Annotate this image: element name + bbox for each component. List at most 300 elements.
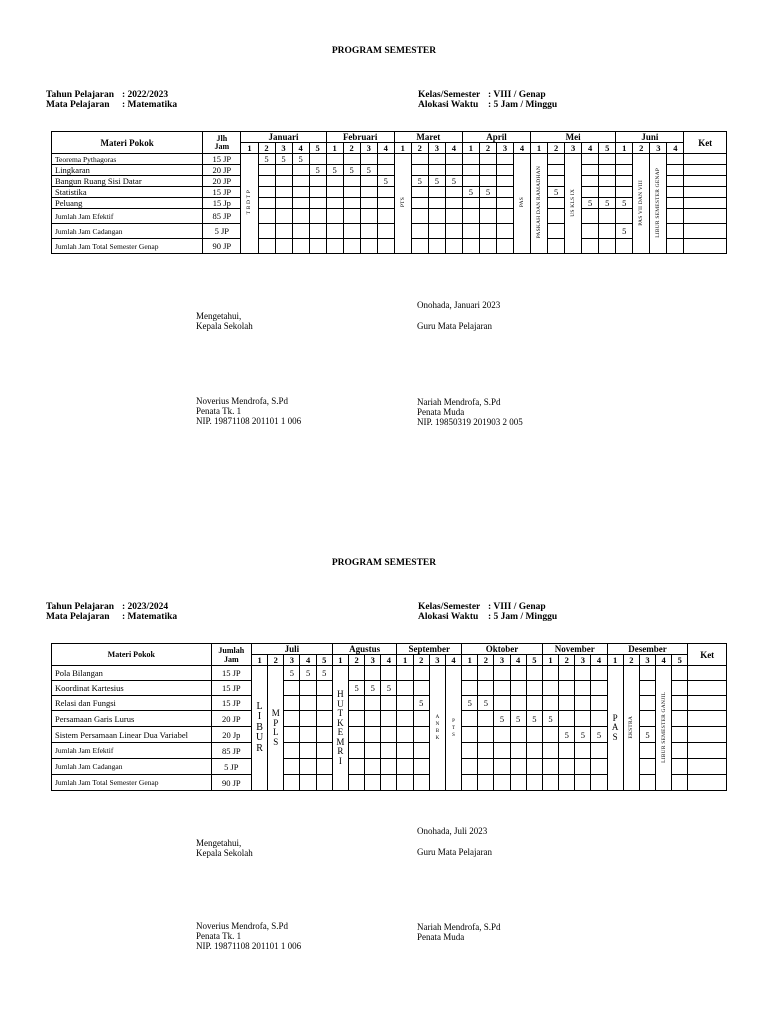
week-cell [542,743,558,759]
week-cell [428,154,445,165]
week-cell [462,154,479,165]
jam-line2: Jam [223,654,239,664]
week-number: 3 [284,655,300,666]
week-cell [445,224,462,239]
stack-letter: M [271,708,280,718]
week-cell [343,224,360,239]
ket-cell [684,239,727,254]
ket-cell [684,198,727,209]
alokasi-value: : 5 Jam / Minggu [488,100,558,110]
week-number: 2 [258,143,275,154]
stack-letter: R [256,742,263,754]
week-cell [343,187,360,198]
stack-letter: H [337,689,344,699]
week-cell [462,209,479,224]
week-number: 2 [411,143,428,154]
pas-column [607,666,623,791]
jam-cell: 15 JP [211,681,251,696]
week-cell [599,154,616,165]
jam-cell: 20 JP [203,165,241,176]
table-row [52,224,727,239]
week-cell [599,224,616,239]
ket-cell [688,681,727,696]
week-cell [559,681,575,696]
week-cell [413,681,429,696]
jam-line1: Jumlah [218,645,245,655]
week-cell [542,759,558,775]
week-cell [667,239,684,254]
week-cell [343,176,360,187]
week-cell [413,666,429,681]
week-cell [275,209,292,224]
week-cell [599,176,616,187]
hut-column [332,666,348,791]
materi-cell: Statistika [52,187,203,198]
week-number: 5 [672,655,688,666]
week-number: 4 [445,655,461,666]
week-number: 2 [268,655,284,666]
week-cell [462,759,478,775]
week-cell [591,743,607,759]
jam-cell: 15 JP [203,154,241,165]
week-cell [494,666,510,681]
stack-letter: I [338,755,342,766]
week-cell [479,176,496,187]
week-cell [381,666,397,681]
week-cell [591,775,607,791]
materi-cell: Lingkaran [52,165,203,176]
tahun-label: Tahun Pelajaran [46,90,115,100]
week-cell [428,187,445,198]
materi-cell: Sistem Persamaan Linear Dua Variabel [52,727,212,743]
guru-block [417,922,500,942]
week-cell [411,209,428,224]
materi-cell: Jumlah Jam Efektif [52,743,212,759]
week-cell [462,711,478,727]
libur-ganjil-column-label: LIBUR SEMESTER GANJIL [660,691,667,763]
week-cell [667,187,684,198]
ket-cell [688,666,727,681]
week-cell: 5 [300,666,316,681]
week-cell [575,775,591,791]
pts-column-label [452,718,455,739]
week-cell [582,224,599,239]
week-number: 2 [633,143,650,154]
week-cell [462,239,479,254]
week-cell [548,209,565,224]
week-cell: 5 [316,666,332,681]
week-cell [462,165,479,176]
week-cell [326,209,343,224]
week-cell [616,209,633,224]
kepsek-nip: NIP. 19871108 201101 1 006 [196,941,302,951]
week-cell [377,209,394,224]
week-cell: 5 [591,727,607,743]
week-cell: 5 [413,696,429,711]
week-cell [411,187,428,198]
materi-cell: Relasi dan Fungsi [52,696,212,711]
week-number: 4 [513,143,530,154]
week-cell [365,727,381,743]
week-number: 3 [575,655,591,666]
week-cell [349,775,365,791]
guru-title: Guru Mata Pelajaran [417,321,492,331]
week-cell [377,187,394,198]
week-cell: 5 [326,165,343,176]
place-date: Onohada, Januari 2023 [417,300,501,310]
week-cell [360,154,377,165]
week-cell [258,224,275,239]
week-cell [292,224,309,239]
week-cell [599,239,616,254]
week-cell: 5 [462,696,478,711]
jam-cell: 5 JP [211,759,251,775]
page-title: PROGRAM SEMESTER [331,558,437,568]
week-cell [478,681,494,696]
alokasi-label: Alokasi Waktu [418,100,479,110]
week-cell: 5 [616,198,633,209]
week-cell [316,681,332,696]
week-cell [397,727,413,743]
stack-letter: T [452,725,456,731]
anbk-column-label [436,714,440,742]
week-number: 1 [397,655,413,666]
week-cell [300,696,316,711]
semester-table [51,643,727,791]
jam-cell: 85 JP [211,743,251,759]
week-cell [616,154,633,165]
week-cell [667,209,684,224]
week-cell [667,176,684,187]
week-cell [349,711,365,727]
week-cell [445,239,462,254]
week-cell [397,711,413,727]
week-cell [575,711,591,727]
anbk-column [429,666,445,791]
week-cell [445,154,462,165]
week-cell [548,176,565,187]
kelas-value: : VIII / Genap [488,602,546,612]
col-header-ket: Ket [684,132,727,154]
libur-column-label: LIBUR SEMESTER GENAP [655,167,662,238]
guru-block [417,397,523,427]
week-cell: 5 [360,165,377,176]
week-cell [300,759,316,775]
week-cell [582,165,599,176]
stack-letter: B [435,729,440,734]
week-cell [309,176,326,187]
week-cell [343,154,360,165]
week-cell [639,711,655,727]
week-cell [575,743,591,759]
week-cell [349,666,365,681]
week-cell [343,209,360,224]
week-cell [667,154,684,165]
ket-cell [684,154,727,165]
mpls-column [268,666,284,791]
week-cell [616,165,633,176]
week-number: 5 [316,655,332,666]
month-header: Februari [326,132,394,143]
pas-vii-column [633,154,650,254]
week-number: 1 [462,655,478,666]
week-cell [479,198,496,209]
table-row [52,209,727,224]
week-cell [510,759,526,775]
week-cell [413,775,429,791]
week-cell [292,239,309,254]
guru-rank: Penata Muda [417,407,465,417]
header-right [418,90,557,110]
week-cell [309,154,326,165]
stack-letter: I [257,711,262,723]
ket-cell [688,696,727,711]
kepsek-name: Noverius Mendrofa, S.Pd [196,921,288,931]
week-cell [599,165,616,176]
jam-line1: Jlh [216,133,228,143]
week-cell [381,696,397,711]
week-number: 5 [309,143,326,154]
jam-cell: 85 JP [203,209,241,224]
week-cell [309,187,326,198]
week-cell [478,759,494,775]
week-cell [542,727,558,743]
stack-letter: N [435,722,440,727]
week-cell [360,224,377,239]
week-number: 3 [650,143,667,154]
week-cell: 5 [478,696,494,711]
week-cell [428,224,445,239]
week-cell [316,775,332,791]
libur-column [650,154,667,254]
week-number: 4 [300,655,316,666]
us-column [565,154,582,254]
kelas-value: : VIII / Genap [488,90,546,100]
week-cell [591,681,607,696]
mapel-label: Mata Pelajaran [46,100,110,110]
ket-cell [684,224,727,239]
col-header-jam [211,644,251,666]
week-cell [616,187,633,198]
week-cell [672,666,688,681]
week-cell [275,187,292,198]
week-cell [526,743,542,759]
week-cell [309,198,326,209]
week-cell [582,154,599,165]
week-cell [284,775,300,791]
us-column-label: US KLS IX [570,188,577,217]
week-cell [275,224,292,239]
ket-cell [688,775,727,791]
week-cell [377,165,394,176]
ket-cell [688,743,727,759]
week-cell [510,666,526,681]
week-cell [284,711,300,727]
week-cell [428,209,445,224]
week-cell [496,154,513,165]
week-cell [292,187,309,198]
ket-cell [688,727,727,743]
week-cell [639,696,655,711]
month-header: Oktober [462,644,543,655]
week-cell [479,154,496,165]
stack-letter: R [337,746,344,756]
week-cell [365,743,381,759]
tahun-label: Tahun Pelajaran [46,602,115,612]
stack-letter: A [611,722,619,733]
week-cell [496,239,513,254]
week-cell [510,727,526,743]
stack-letter: P [273,717,279,728]
week-cell: 5 [479,187,496,198]
week-cell [360,198,377,209]
week-number: 1 [252,655,268,666]
week-cell [672,775,688,791]
table-row [52,176,727,187]
jam-cell: 15 JP [203,187,241,198]
kepsek-block [196,396,301,426]
week-cell [599,209,616,224]
week-cell [275,165,292,176]
mpls-column-label [272,709,280,747]
week-cell [672,727,688,743]
week-cell [411,154,428,165]
week-cell [365,759,381,775]
week-cell [510,696,526,711]
week-cell [316,727,332,743]
week-cell [326,176,343,187]
week-cell: 5 [462,187,479,198]
week-cell: 5 [365,681,381,696]
week-cell [494,696,510,711]
week-cell [360,176,377,187]
week-cell [326,224,343,239]
week-cell [526,696,542,711]
week-cell [494,727,510,743]
kepala-text: Kepala Sekolah [196,848,253,858]
week-cell [349,696,365,711]
week-cell [258,176,275,187]
header-left [46,90,177,110]
week-cell [326,187,343,198]
week-cell: 5 [284,666,300,681]
week-number: 2 [548,143,565,154]
week-cell [275,198,292,209]
ket-cell [684,209,727,224]
week-cell [349,727,365,743]
week-cell [548,154,565,165]
week-cell [548,198,565,209]
stack-letter: P [452,718,455,724]
week-cell: 5 [349,681,365,696]
month-header: Desember [607,644,688,655]
week-cell [479,209,496,224]
kepala-text: Kepala Sekolah [196,321,253,331]
week-cell [316,743,332,759]
week-cell [639,666,655,681]
week-cell [542,775,558,791]
week-cell: 5 [494,711,510,727]
pas-column [513,154,530,254]
week-number: 2 [478,655,494,666]
tahun-value: : 2022/2023 [122,90,169,100]
stack-letter: T [337,708,344,718]
week-cell [559,759,575,775]
mapel-label: Mata Pelajaran [46,612,110,622]
week-cell [284,696,300,711]
mapel-value: : Matematika [122,612,178,622]
week-cell [496,165,513,176]
week-cell [478,743,494,759]
pas-column-label: PAS [519,197,525,208]
week-number: 3 [365,655,381,666]
week-cell [413,743,429,759]
week-cell [365,696,381,711]
alokasi-label: Alokasi Waktu [418,612,479,622]
week-cell [496,209,513,224]
week-cell [599,187,616,198]
month-header: Januari [241,132,326,143]
week-cell [478,711,494,727]
week-cell [559,775,575,791]
week-cell: 5 [510,711,526,727]
week-cell [365,775,381,791]
materi-cell: Jumlah Jam Total Semester Genap [52,239,203,254]
jam-cell: 5 JP [203,224,241,239]
kepsek-name: Noverius Mendrofa, S.Pd [196,396,288,406]
week-cell: 5 [445,176,462,187]
week-cell [575,681,591,696]
paskah-column-label: PASKAH DAN RAMADHAN [536,166,543,239]
week-cell [428,198,445,209]
week-number: 3 [565,143,582,154]
month-header: Agustus [332,644,397,655]
week-cell: 5 [599,198,616,209]
week-cell [510,775,526,791]
page-title: PROGRAM SEMESTER [331,46,437,56]
week-cell [672,743,688,759]
week-cell [381,775,397,791]
pas-vii-column-label: PAS VII DAN VIII [638,179,645,226]
header-right [418,602,557,622]
week-number: 4 [381,655,397,666]
kepsek-nip: NIP. 19871108 201101 1 006 [196,416,302,426]
week-cell [275,239,292,254]
materi-cell: Bangun Ruang Sisi Datar [52,176,203,187]
week-cell [428,239,445,254]
kelas-label: Kelas/Semester [418,602,481,612]
week-cell [411,224,428,239]
stack-letter: S [612,731,618,742]
week-cell [292,209,309,224]
month-header: Juli [252,644,333,655]
week-cell [284,681,300,696]
week-cell [413,727,429,743]
materi-cell: Persamaan Garis Lurus [52,711,212,727]
week-cell [397,759,413,775]
week-cell [479,224,496,239]
week-cell [616,239,633,254]
tbdtp-column-label: T B D T P [246,190,253,215]
week-cell [496,176,513,187]
week-cell: 5 [275,154,292,165]
week-cell [316,711,332,727]
week-number: 4 [292,143,309,154]
week-cell [672,711,688,727]
week-cell [300,681,316,696]
week-cell [381,711,397,727]
week-cell [258,209,275,224]
